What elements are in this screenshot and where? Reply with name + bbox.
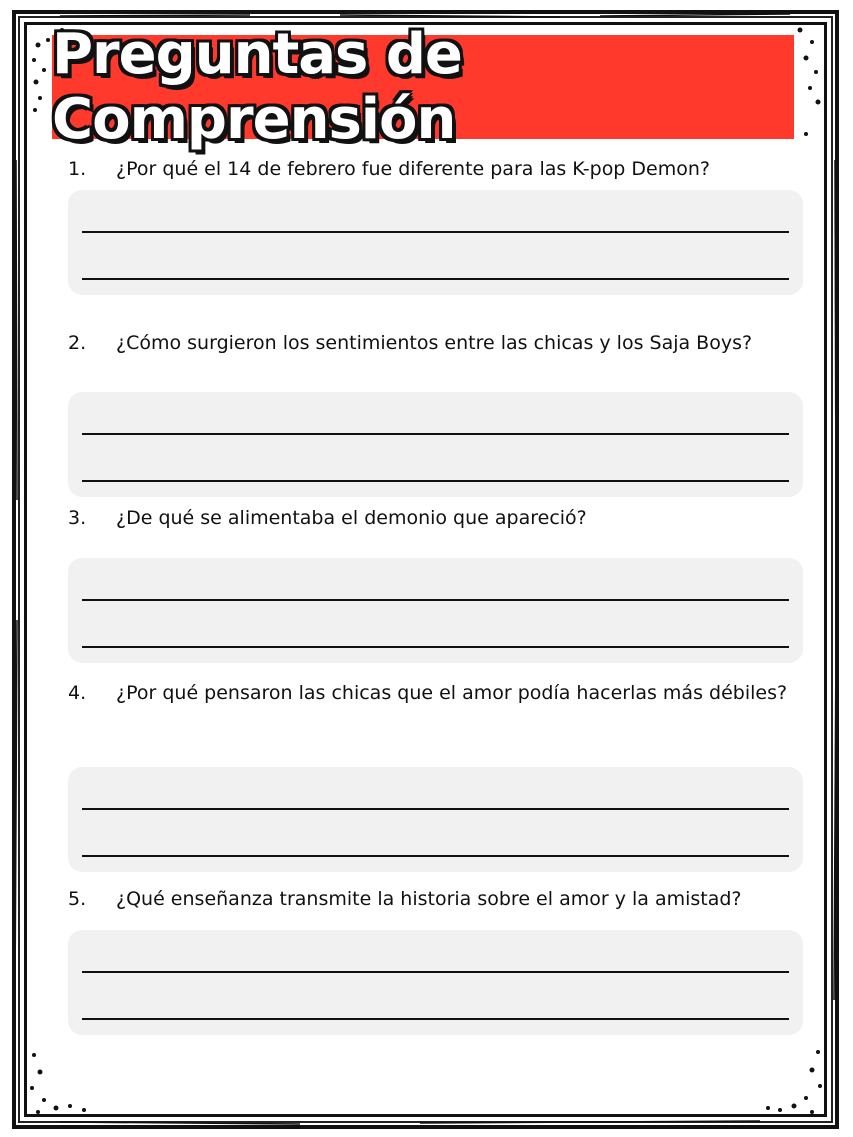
answer-box-5[interactable] [68,930,803,1035]
question-text: ¿Qué enseñanza transmite la historia sobre el amor y la amistad? [116,888,742,910]
question-text: ¿Cómo surgieron los sentimientos entre las chicas y los Saja Boys? [116,332,753,354]
question-text: ¿Por qué pensaron las chicas que el amor podía hacerlas más débiles? [116,682,788,704]
question-text: ¿Por qué el 14 de febrero fue diferente para las K-pop Demon? [116,158,710,180]
page-title: Preguntas de Comprensión [52,22,462,152]
answer-line [82,231,789,233]
question-text: ¿De qué se alimentaba el demonio que apareció? [116,507,587,529]
answer-box-1[interactable] [68,190,803,295]
answer-line [82,1018,789,1020]
answer-line [82,599,789,601]
answer-line [82,433,789,435]
question-number: 5. [68,888,87,910]
answer-box-4[interactable] [68,767,803,872]
answer-line [82,971,789,973]
answer-line [82,278,789,280]
question-number: 1. [68,158,87,180]
question-number: 3. [68,507,87,529]
answer-line [82,808,789,810]
title-banner [52,22,794,152]
answer-line [82,646,789,648]
answer-line [82,855,789,857]
answer-box-2[interactable] [68,392,803,497]
question-number: 2. [68,332,87,354]
question-number: 4. [68,682,87,704]
answer-box-3[interactable] [68,558,803,663]
answer-line [82,480,789,482]
